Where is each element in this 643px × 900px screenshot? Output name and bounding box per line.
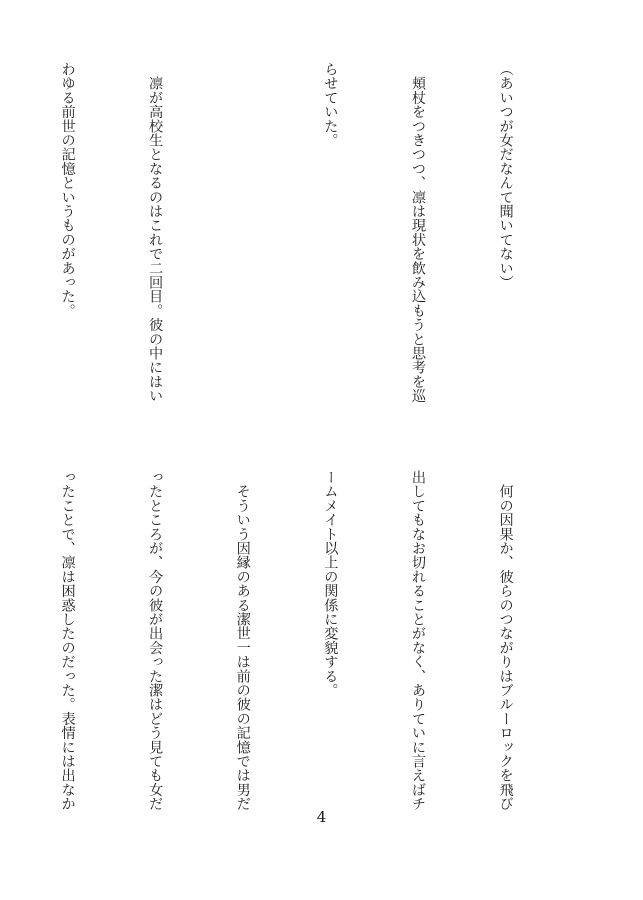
text-line: 頬杖をつきつつ、凛は現状を飲み込もうと思考を巡 <box>409 62 426 403</box>
text-line: そういう因縁のある潔世一は前の彼の記憶では男だ <box>234 470 251 811</box>
text-line: ったところが、今の彼が出会った潔はどう見ても女だ <box>147 470 164 811</box>
text-line: ったことで、凛は困惑したのだった。表情には出なか <box>59 470 76 811</box>
text-line: 出してもなお切れることがなく、ありていに言えばチ <box>409 470 426 811</box>
lower-text-block <box>0 470 578 811</box>
text-line: 何の因果か、彼らのつながりはブルーロックを飛び <box>497 470 514 811</box>
text-line: らせていた。 <box>322 62 339 148</box>
text-line: わゆる前世の記憶というものがあった。 <box>59 62 76 318</box>
text-line: （あいつが女だなんて聞いてない） <box>497 62 514 290</box>
text-line: 凛が高校生となるのはこれで二回目。彼の中にはい <box>147 62 164 403</box>
text-line <box>228 62 257 384</box>
upper-text-block <box>0 62 578 403</box>
page-number: 4 <box>316 808 327 826</box>
text-line: ームメイト以上の関係に変貌する。 <box>322 470 339 698</box>
